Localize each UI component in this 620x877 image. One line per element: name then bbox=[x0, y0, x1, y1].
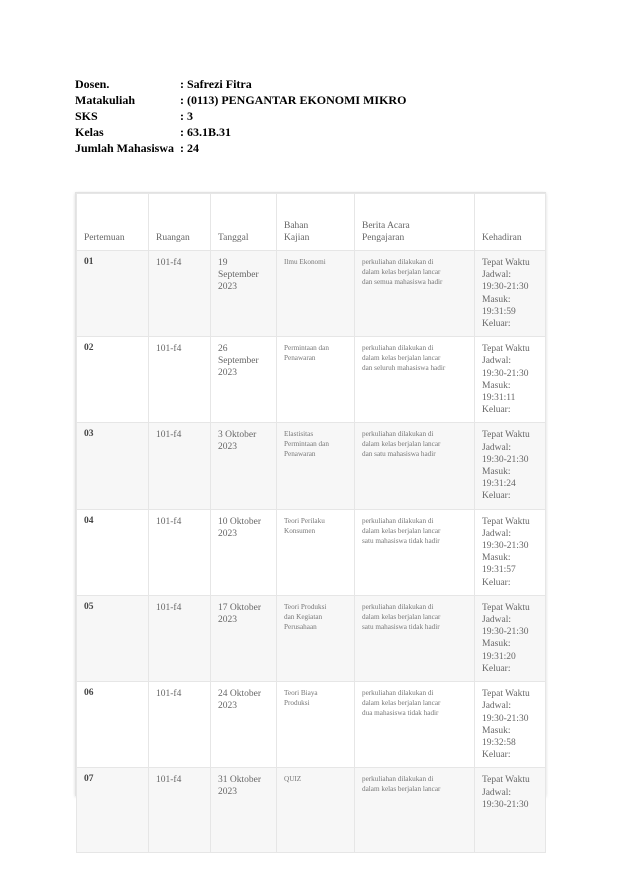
kehadiran-cell-line: Masuk: bbox=[482, 639, 511, 650]
kehadiran-cell-line: Tepat Waktu bbox=[482, 775, 530, 786]
bahan-kajian-cell-line: Teori Perilaku bbox=[284, 516, 325, 525]
ruangan-cell: 101-f4 bbox=[149, 595, 211, 681]
column-header-bahan-line1: Bahan bbox=[284, 221, 309, 231]
kehadiran-cell-line: 19:31:20 bbox=[482, 651, 516, 662]
column-header-bahan-line2: Kajian bbox=[284, 233, 310, 243]
tanggal-cell-line: 26 bbox=[218, 344, 228, 355]
column-header-berita-acara bbox=[355, 194, 475, 251]
table-row bbox=[77, 423, 546, 509]
kehadiran-cell-line: Jadwal: bbox=[482, 442, 512, 453]
kehadiran-cell-line: Tepat Waktu bbox=[482, 602, 530, 613]
tanggal-cell-line: 17 Oktober bbox=[218, 602, 262, 613]
table-row bbox=[77, 768, 546, 853]
kehadiran-cell-line: Keluar: bbox=[482, 491, 511, 502]
course-header bbox=[75, 76, 406, 156]
kehadiran-cell-line: Masuk: bbox=[482, 467, 511, 478]
column-header-tanggal: Tanggal bbox=[211, 194, 277, 251]
berita-acara-cell-line: dalam kelas berjalan lancar bbox=[362, 268, 441, 276]
kehadiran-cell-line: Masuk: bbox=[482, 294, 511, 305]
table-row bbox=[77, 682, 546, 768]
bahan-kajian-cell-line: Teori Produksi bbox=[284, 602, 327, 611]
kelas-label: Kelas bbox=[75, 125, 104, 139]
column-header-kehadiran: Kehadiran bbox=[475, 194, 546, 251]
pertemuan-cell: 01 bbox=[77, 251, 149, 337]
kehadiran-cell-line: Tepat Waktu bbox=[482, 430, 530, 441]
tanggal-cell-line: 2023 bbox=[218, 528, 237, 539]
bahan-kajian-cell bbox=[277, 595, 355, 681]
kehadiran-cell-line: Keluar: bbox=[482, 319, 511, 330]
table-header-row bbox=[77, 194, 546, 251]
kehadiran-cell-line: Jadwal: bbox=[482, 270, 512, 281]
table-row bbox=[77, 337, 546, 423]
column-header-pertemuan: Pertemuan bbox=[77, 194, 149, 251]
kehadiran-cell-line: Masuk: bbox=[482, 553, 511, 564]
berita-acara-cell-line: perkuliahan dilakukan di bbox=[362, 344, 434, 353]
tanggal-cell-line: 31 Oktober bbox=[218, 775, 262, 786]
kehadiran-cell bbox=[475, 682, 546, 768]
berita-acara-cell bbox=[355, 251, 475, 337]
tanggal-cell-line: September bbox=[218, 356, 259, 367]
bahan-kajian-cell-line: Konsumen bbox=[284, 526, 316, 535]
tanggal-cell-line: 2023 bbox=[218, 614, 237, 625]
berita-acara-cell-line: dalam kelas berjalan lancar bbox=[362, 699, 441, 708]
berita-acara-cell-line: dalam kelas berjalan lancar bbox=[362, 612, 441, 621]
matakuliah-value: : (0113) PENGANTAR EKONOMI MIKRO bbox=[180, 93, 407, 107]
berita-acara-cell-line: perkuliahan dilakukan di bbox=[362, 602, 434, 611]
bahan-kajian-cell-line: Permintaan dan bbox=[284, 440, 329, 449]
matakuliah-label: Matakuliah bbox=[75, 93, 136, 107]
tanggal-cell bbox=[211, 682, 277, 768]
bahan-kajian-cell-line: Permintaan dan bbox=[284, 344, 329, 353]
tanggal-cell-line: 2023 bbox=[218, 282, 237, 292]
pertemuan-cell: 07 bbox=[77, 768, 149, 853]
berita-acara-cell-line: dan seluruh mahasiswa hadir bbox=[362, 364, 446, 373]
ruangan-cell: 101-f4 bbox=[149, 509, 211, 595]
bahan-kajian-cell-line: Ilmu Ekonomi bbox=[284, 258, 326, 266]
berita-acara-cell-line: satu mahasiswa tidak hadir bbox=[362, 536, 440, 545]
table-row bbox=[77, 509, 546, 595]
berita-acara-cell-line: perkuliahan dilakukan di bbox=[362, 258, 434, 266]
column-header-ruangan: Ruangan bbox=[149, 194, 211, 251]
dosen-label: Dosen. bbox=[75, 77, 110, 91]
bahan-kajian-cell-line: Penawaran bbox=[284, 354, 316, 363]
header-row-matakuliah bbox=[75, 92, 406, 108]
berita-acara-cell-line: dalam kelas berjalan lancar bbox=[362, 354, 441, 363]
ruangan-cell: 101-f4 bbox=[149, 682, 211, 768]
tanggal-cell-line: 3 Oktober bbox=[218, 430, 257, 441]
kehadiran-cell-line: Keluar: bbox=[482, 750, 511, 761]
tanggal-cell bbox=[211, 768, 277, 853]
kehadiran-cell-line: Masuk: bbox=[482, 380, 511, 391]
berita-acara-cell-line: perkuliahan dilakukan di bbox=[362, 689, 434, 698]
kehadiran-cell-line: Tepat Waktu bbox=[482, 689, 530, 700]
bahan-kajian-cell bbox=[277, 509, 355, 595]
pertemuan-cell: 03 bbox=[77, 423, 149, 509]
kehadiran-cell-line: 19:30-21:30 bbox=[482, 454, 529, 465]
kehadiran-cell-line: 19:31:11 bbox=[482, 393, 516, 404]
kehadiran-cell bbox=[475, 595, 546, 681]
header-row-jumlah bbox=[75, 140, 406, 156]
berita-acara-cell-line: perkuliahan dilakukan di bbox=[362, 430, 434, 439]
kehadiran-cell-line: 19:30-21:30 bbox=[482, 368, 529, 379]
bahan-kajian-cell bbox=[277, 251, 355, 337]
ruangan-cell: 101-f4 bbox=[149, 251, 211, 337]
tanggal-cell bbox=[211, 509, 277, 595]
kehadiran-cell-line: 19:30-21:30 bbox=[482, 282, 529, 293]
berita-acara-cell bbox=[355, 595, 475, 681]
attendance-table-container bbox=[75, 192, 546, 810]
kehadiran-cell bbox=[475, 768, 546, 853]
tanggal-cell-line: 2023 bbox=[218, 787, 237, 798]
ruangan-cell: 101-f4 bbox=[149, 423, 211, 509]
kehadiran-cell-line: 19:30-21:30 bbox=[482, 541, 529, 552]
tanggal-cell-line: 19 bbox=[218, 258, 228, 268]
bahan-kajian-cell bbox=[277, 423, 355, 509]
header-row-dosen bbox=[75, 76, 406, 92]
berita-acara-cell-line: satu mahasiswa tidak hadir bbox=[362, 622, 440, 631]
tanggal-cell bbox=[211, 423, 277, 509]
tanggal-cell-line: 2023 bbox=[218, 442, 237, 453]
pertemuan-cell: 05 bbox=[77, 595, 149, 681]
tanggal-cell bbox=[211, 251, 277, 337]
kehadiran-cell-line: 19:32:58 bbox=[482, 737, 516, 748]
kehadiran-cell bbox=[475, 509, 546, 595]
bahan-kajian-cell-line: Elastisitas bbox=[284, 430, 314, 439]
kehadiran-cell-line: Jadwal: bbox=[482, 787, 512, 798]
column-header-berita-line1: Berita Acara bbox=[362, 221, 410, 231]
table-body bbox=[77, 251, 546, 853]
ruangan-cell: 101-f4 bbox=[149, 768, 211, 853]
jumlah-mahasiswa-value: : 24 bbox=[180, 141, 199, 155]
kehadiran-cell-line: Masuk: bbox=[482, 725, 511, 736]
tanggal-cell-line: 2023 bbox=[218, 368, 237, 379]
kehadiran-cell bbox=[475, 337, 546, 423]
berita-acara-cell bbox=[355, 682, 475, 768]
berita-acara-cell bbox=[355, 509, 475, 595]
bahan-kajian-cell-line: dan Kegiatan bbox=[284, 612, 323, 621]
kehadiran-cell-line: Keluar: bbox=[482, 663, 511, 674]
bahan-kajian-cell-line: Perusahaan bbox=[284, 622, 317, 631]
berita-acara-cell bbox=[355, 768, 475, 853]
kehadiran-cell-line: Jadwal: bbox=[482, 615, 512, 626]
bahan-kajian-cell-line: Penawaran bbox=[284, 450, 316, 459]
kehadiran-cell-line: 19:31:59 bbox=[482, 306, 516, 317]
pertemuan-cell: 06 bbox=[77, 682, 149, 768]
dosen-value: : Safrezi Fitra bbox=[180, 77, 252, 91]
sks-label: SKS bbox=[75, 109, 98, 123]
kehadiran-cell bbox=[475, 423, 546, 509]
ruangan-cell: 101-f4 bbox=[149, 337, 211, 423]
kehadiran-cell-line: 19:30-21:30 bbox=[482, 627, 529, 638]
berita-acara-cell-line: dalam kelas berjalan lancar bbox=[362, 440, 441, 449]
kehadiran-cell-line: Jadwal: bbox=[482, 701, 512, 712]
bahan-kajian-cell bbox=[277, 682, 355, 768]
bahan-kajian-cell bbox=[277, 337, 355, 423]
sks-value: : 3 bbox=[180, 109, 193, 123]
berita-acara-cell-line: dalam kelas berjalan lancar bbox=[362, 785, 441, 794]
kehadiran-cell-line: 19:30-21:30 bbox=[482, 799, 529, 810]
table-row bbox=[77, 251, 546, 337]
kehadiran-cell-line: 19:31:24 bbox=[482, 479, 516, 490]
column-header-berita-line2: Pengajaran bbox=[362, 233, 405, 243]
kehadiran-cell bbox=[475, 251, 546, 337]
tanggal-cell-line: September bbox=[218, 270, 259, 280]
bahan-kajian-cell-line: Teori Biaya bbox=[284, 689, 318, 698]
tanggal-cell-line: 2023 bbox=[218, 701, 237, 712]
berita-acara-cell-line: perkuliahan dilakukan di bbox=[362, 516, 434, 525]
table-row bbox=[77, 595, 546, 681]
header-row-sks bbox=[75, 108, 406, 124]
kehadiran-cell-line: 19:30-21:30 bbox=[482, 713, 529, 724]
berita-acara-cell bbox=[355, 423, 475, 509]
jumlah-mahasiswa-label: Jumlah Mahasiswa bbox=[75, 141, 175, 155]
tanggal-cell bbox=[211, 595, 277, 681]
tanggal-cell-line: 24 Oktober bbox=[218, 689, 262, 700]
tanggal-cell bbox=[211, 337, 277, 423]
berita-acara-cell-line: dan semua mahasiswa hadir bbox=[362, 278, 443, 286]
kehadiran-cell-line: 19:31:57 bbox=[482, 565, 516, 576]
attendance-table bbox=[76, 193, 546, 853]
column-header-bahan-kajian bbox=[277, 194, 355, 251]
pertemuan-cell: 02 bbox=[77, 337, 149, 423]
kehadiran-cell-line: Keluar: bbox=[482, 405, 511, 416]
pertemuan-cell: 04 bbox=[77, 509, 149, 595]
kehadiran-cell-line: Keluar: bbox=[482, 577, 511, 588]
kelas-value: : 63.1B.31 bbox=[180, 125, 231, 139]
berita-acara-cell bbox=[355, 337, 475, 423]
header-row-kelas bbox=[75, 124, 406, 140]
berita-acara-cell-line: dalam kelas berjalan lancar bbox=[362, 526, 441, 535]
berita-acara-cell-line: dan satu mahasiswa hadir bbox=[362, 450, 436, 459]
kehadiran-cell-line: Tepat Waktu bbox=[482, 516, 530, 527]
berita-acara-cell-line: dua mahasiswa tidak hadir bbox=[362, 709, 439, 718]
kehadiran-cell-line: Tepat Waktu bbox=[482, 258, 530, 268]
bahan-kajian-cell-line: QUIZ bbox=[284, 775, 302, 784]
kehadiran-cell-line: Jadwal: bbox=[482, 528, 512, 539]
kehadiran-cell-line: Jadwal: bbox=[482, 356, 512, 367]
kehadiran-cell-line: Tepat Waktu bbox=[482, 344, 530, 355]
tanggal-cell-line: 10 Oktober bbox=[218, 516, 262, 527]
bahan-kajian-cell-line: Produksi bbox=[284, 699, 310, 708]
berita-acara-cell-line: perkuliahan dilakukan di bbox=[362, 775, 434, 784]
bahan-kajian-cell bbox=[277, 768, 355, 853]
